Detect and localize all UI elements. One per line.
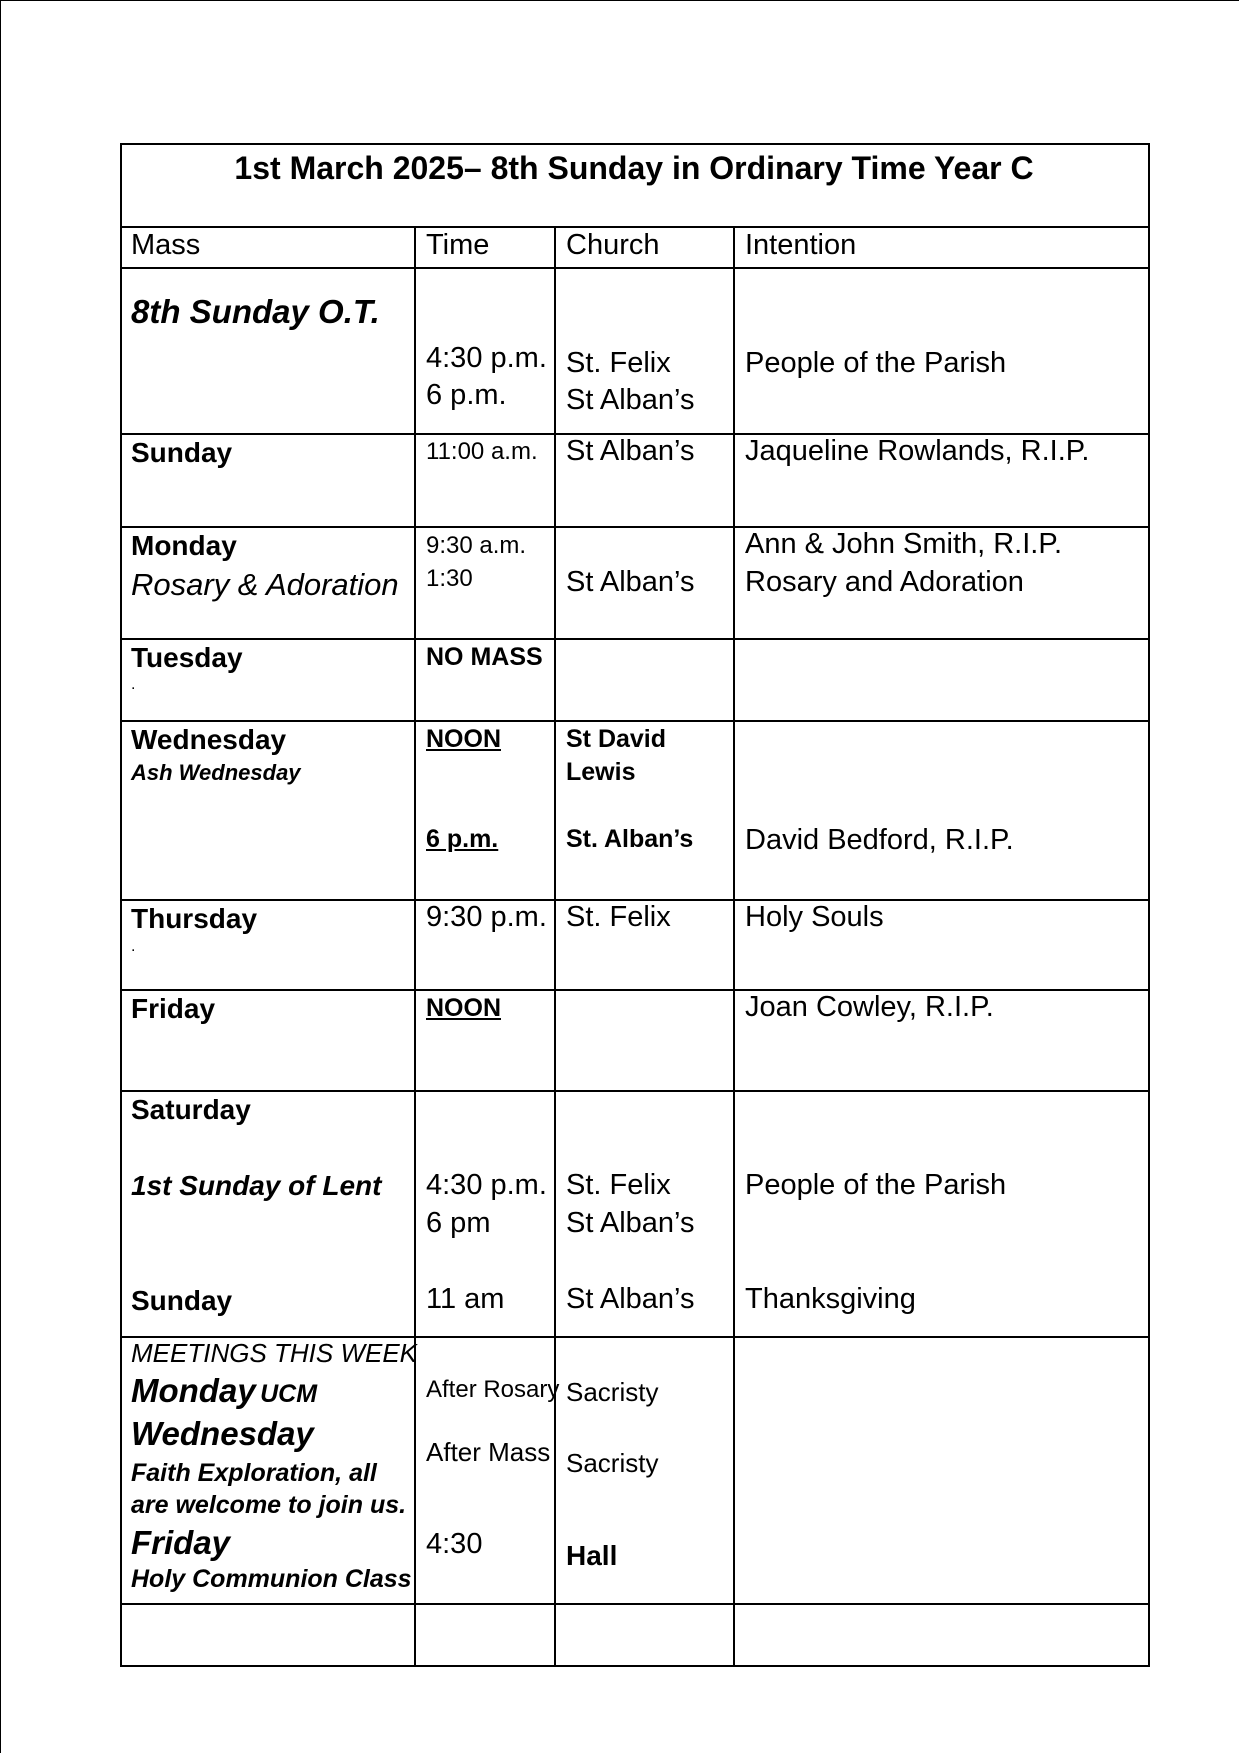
meeting-wednesday: Wednesday [131,1415,314,1452]
church-cell: St Alban’s [566,1283,695,1315]
church-cell: St Alban’s [566,435,695,467]
row-divider [120,226,1148,228]
time-cell: After Mass [426,1437,551,1467]
meeting-group: UCM [260,1380,318,1408]
intention-cell: Thanksgiving [745,1283,916,1315]
time-cell: 9:30 p.m. [426,901,547,933]
church-cell: St Alban’s [566,384,695,416]
header-intention: Intention [745,229,857,261]
mass-friday: Friday [131,993,216,1024]
mass-schedule-table [120,143,1148,1665]
place-cell: Sacristy [566,1448,659,1478]
header-mass: Mass [131,229,201,261]
row-divider [120,1090,1148,1092]
mass-sunday: Sunday [131,437,233,468]
time-cell: 6 p.m. [426,825,499,853]
time-cell: 4:30 [426,1528,483,1560]
row-divider [120,1603,1148,1605]
column-divider [414,226,416,1665]
meetings-heading: MEETINGS THIS WEEK [131,1338,418,1368]
church-cell: St Alban’s [566,566,695,598]
church-cell: St. Felix [566,1169,671,1201]
header-church: Church [566,229,660,261]
time-cell: 6 pm [426,1207,491,1239]
meeting-description: are welcome to join us. [131,1491,407,1519]
meeting-monday [131,1372,317,1410]
time-cell: 11 am [426,1283,505,1315]
intention-cell: People of the Parish [745,1169,1007,1201]
row-divider [120,638,1148,640]
time-cell: 1:30 [426,565,473,592]
intention-cell: Rosary and Adoration [745,566,1024,598]
church-cell: St. Alban’s [566,825,694,853]
mass-ash-wednesday: Ash Wednesday [131,760,301,785]
church-cell: St. Felix [566,347,671,379]
church-cell: St Alban’s [566,1207,695,1239]
intention-cell: Joan Cowley, R.I.P. [745,991,994,1023]
mass-tuesday: Tuesday [131,642,243,673]
mass-sunday: Sunday [131,1285,233,1316]
time-cell: 9:30 a.m. [426,532,527,559]
mass-wednesday: Wednesday [131,724,287,755]
mass-8th-sunday: 8th Sunday O.T. [131,293,380,330]
mass-thursday: Thursday [131,903,258,934]
time-cell: 4:30 p.m. [426,342,547,374]
place-cell: Sacristy [566,1377,659,1407]
intention-cell: Jaqueline Rowlands, R.I.P. [745,435,1090,467]
intention-cell: Holy Souls [745,901,884,933]
intention-cell: Ann & John Smith, R.I.P. [745,528,1063,560]
time-cell: 6 p.m. [426,379,507,411]
meeting-day: Monday [131,1372,256,1409]
row-divider [120,267,1148,269]
column-divider [733,226,735,1665]
column-divider [554,226,556,1665]
time-cell: 4:30 p.m. [426,1169,547,1201]
meeting-description: Holy Communion Class [131,1565,412,1593]
header-time: Time [426,229,490,261]
church-cell: Lewis [566,758,636,786]
dot-mark: . [131,676,136,693]
time-cell: After Rosary [426,1376,560,1403]
intention-cell: People of the Parish [745,347,1007,379]
time-cell: NOON [426,725,501,753]
mass-monday: Monday [131,530,237,561]
schedule-title: 1st March 2025– 8th Sunday in Ordinary Time Year C [234,150,1034,186]
time-cell: NO MASS [426,643,543,671]
mass-rosary-adoration: Rosary & Adoration [131,567,399,602]
meeting-friday: Friday [131,1524,231,1561]
mass-saturday: Saturday [131,1094,251,1125]
church-cell: St David [566,725,667,753]
dot-mark: . [131,938,136,955]
row-divider [120,720,1148,722]
meeting-description: Faith Exploration, all [131,1459,377,1487]
church-cell: St. Felix [566,901,671,933]
mass-1st-sunday-of-lent: 1st Sunday of Lent [131,1170,382,1201]
time-cell: NOON [426,994,501,1022]
intention-cell: David Bedford, R.I.P. [745,824,1014,856]
place-cell: Hall [566,1540,618,1571]
row-divider [120,989,1148,991]
time-cell: 11:00 a.m. [426,438,538,465]
